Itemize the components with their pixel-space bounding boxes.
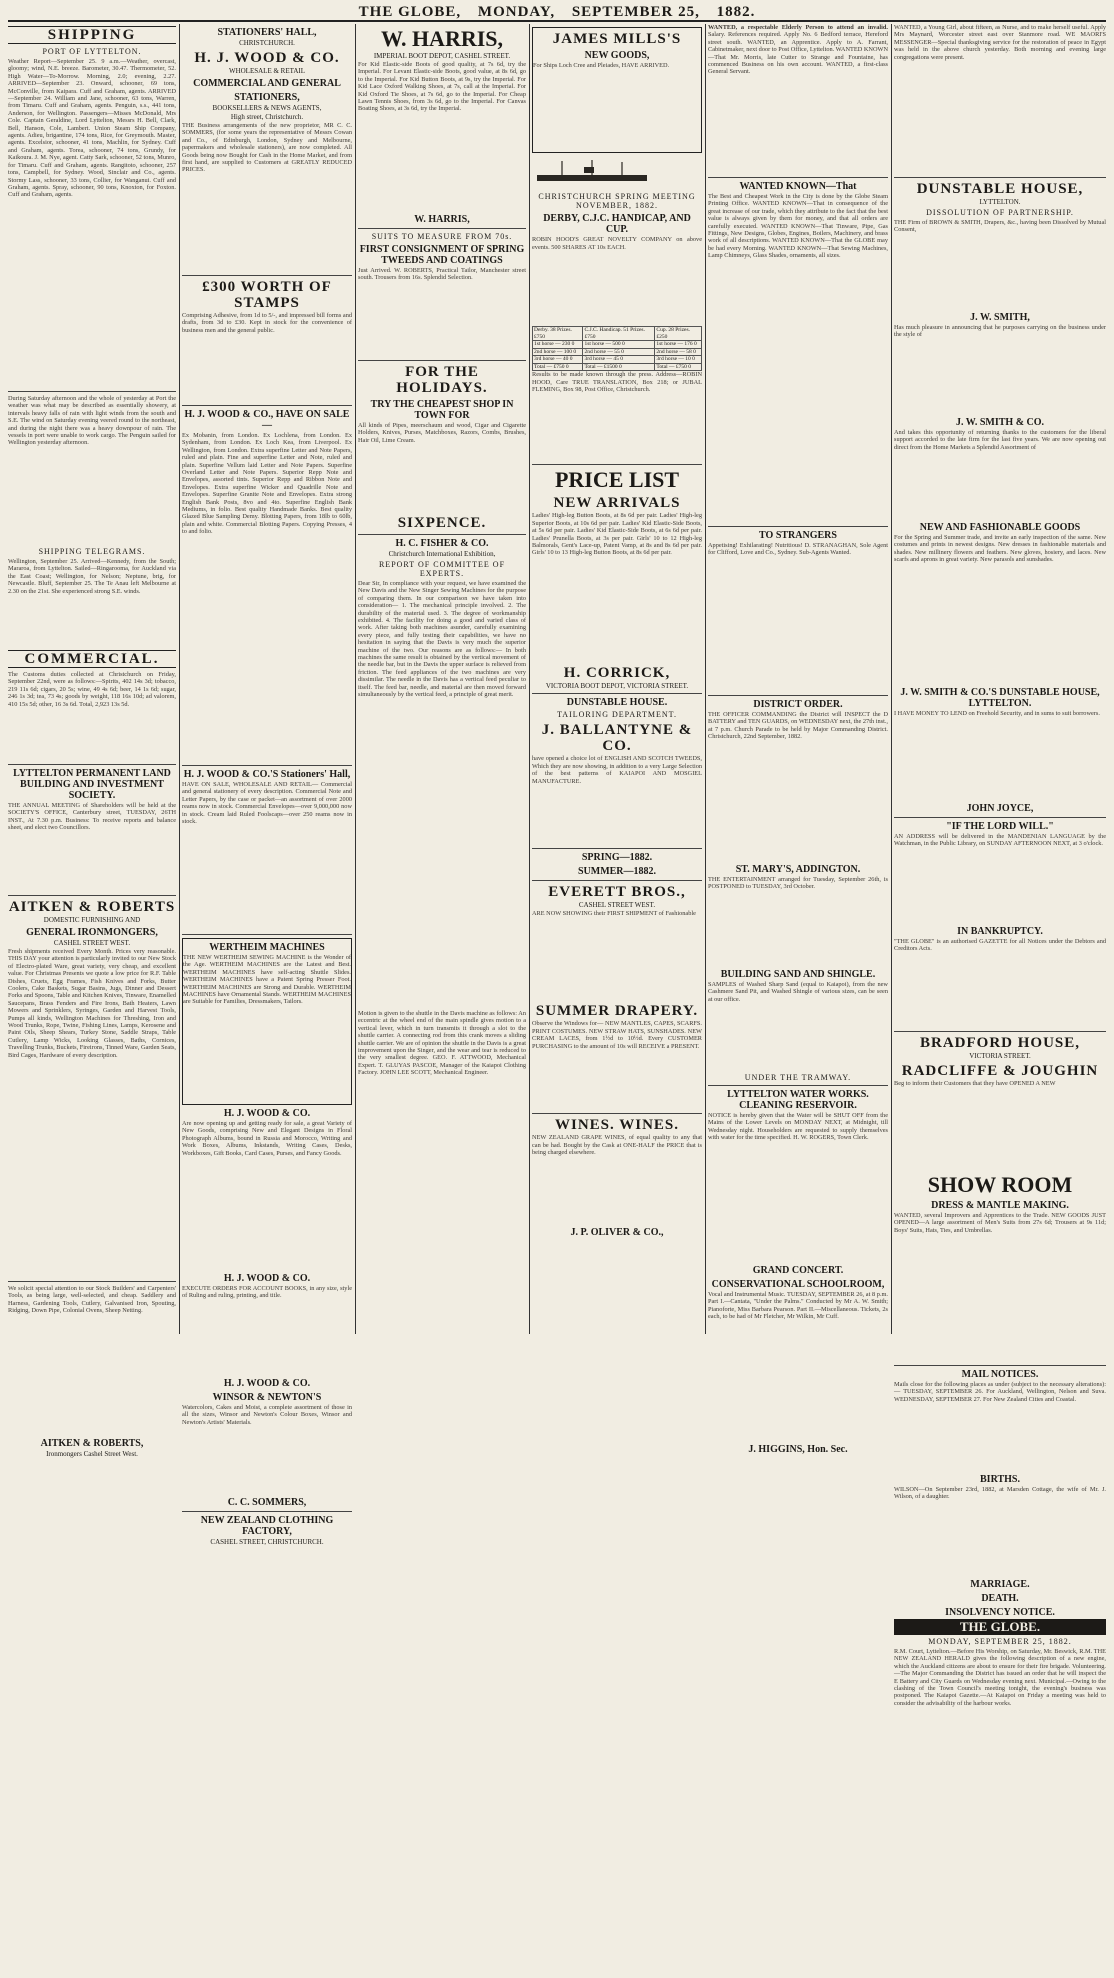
dress-mantle-text: WANTED, several Improvers and Apprentices to the Trade. NEW GOODS JUST OPENED—A large assortment of Men's Suits from 27s 6d; Trousers at 9s 11d; Boys' Suits, Hats, Ties, and Umbrellas.	[894, 1212, 1106, 1234]
high-street-address: High street, Christchurch.	[230, 113, 304, 121]
births-text: WILSON—On September 23rd, 1882, at Marsden Cottage, the wife of Mr. J. Wilson, of a daughter.	[894, 1486, 1106, 1501]
lyttelton-society-heading: LYTTELTON PERMANENT LAND BUILDING AND INVESTMENT SOCIETY.	[13, 768, 171, 801]
masthead	[8, 4, 1106, 22]
conservational-heading: CONSERVATIONAL SCHOOLROOM,	[711, 1279, 885, 1290]
strangers-heading: TO STRANGERS	[759, 530, 837, 541]
spring-tweeds-text: Just Arrived. W. ROBERTS, Practical Tailor, Manchester street south. Trousers from 16s. Splendid Selection.	[358, 267, 526, 282]
commercial-heading: COMMERCIAL.	[8, 650, 176, 668]
shipping-weather-text: During Saturday afternoon and the whole of yesterday at Port the weather was what may be described as essentially showery, at intervals heavy falls of rain with light winds from the south and S.E. The wind on Saturday evening veered round to the northeast, and during the night there was a heavy downpour of rain. The vessels in port were unable to work cargo. The Penguin sailed for Wellington yesterday afternoon.	[8, 395, 176, 447]
wanted-elderly-text: WANTED, a respectable Elderly Person to attend an invalid. Salary. References required. Apply No. 6 Bedford terrace, Hereford street south. WANTED, an Apprentice. Apply to A. Farrant, Cabinetmaker, next door to Post Office, Lyttelton. WANTED KNOWN—That Mr. Morris, late Cutter to Strange and Fountaine, has commenced Business on his own account. WANTED, a first-class General Servant.	[708, 24, 888, 76]
column-2	[182, 24, 352, 1546]
on-sale-heading: H. J. WOOD & CO., HAVE ON SALE—	[184, 409, 350, 431]
stamps-text: Comprising Adhesive, from 1d to 5/-, and impressed bill forms and drafts, from 3d to £30. Kept in stock for the convenience of business men and the general public.	[182, 312, 352, 334]
grand-concert-heading: GRAND CONCERT.	[752, 1265, 844, 1276]
smith-text: Has much pleasure in announcing that he purposes carrying on the business under the style of	[894, 324, 1106, 339]
ballantyne-heading: J. BALLANTYNE & CO.	[541, 722, 693, 755]
column-rule	[891, 24, 892, 1334]
insolvency-heading: INSOLVENCY NOTICE.	[945, 1607, 1055, 1618]
imperial-boot-address: IMPERIAL BOOT DEPOT, CASHEL STREET.	[373, 52, 511, 60]
globe-gazette-notice: "THE GLOBE" is an authorised GAZETTE for all Notices under the Debtors and Creditors Acts.	[894, 938, 1106, 953]
globe-date-subheading: MONDAY, SEPTEMBER 25, 1882.	[928, 1637, 1072, 1646]
mail-notices-text: Mails close for the following places as under (subject to the necessary alterations):— TUESDAY, SEPTEMBER 26. For Auckland, Wellington, Nelson and Suva. WEDNESDAY, SEPTEMBER 27. For New Zealand Cities and Coastal.	[894, 1381, 1106, 1403]
shipping-telegrams-text: Wellington, September 25. Arrived—Kennedy, from the South; Mararoa, from Lyttelton. Sailed—Ringarooma, for Auckland via the East Coast; Wellington, for Nelson; Neptune, brig, for Newcastle. Bluff, September 25. The Te Anau left Melbourne at 2.30 on the 21st. She experienced strong S.E. winds.	[8, 558, 176, 595]
stationers-hall-heading: STATIONERS' HALL,	[217, 27, 317, 38]
radcliffe-text: Beg to inform their Customers that they have OPENED A NEW	[894, 1080, 1056, 1087]
booksellers-subheading: BOOKSELLERS & NEWS AGENTS,	[212, 104, 322, 112]
aitken-footer-text: We solicit special attention to our Stock Builders' and Carpenters' Tools, as being large, well-selected, and cheap. Saddlery and Harness, Gardening Tools, Cutlery, Galvanised Iron, Spouting, Ridging, Down Pipe, Colonial Ovens, Sheep Netting.	[8, 1285, 176, 1315]
column-rule	[705, 24, 706, 1334]
marriage-heading: MARRIAGE.	[970, 1579, 1030, 1590]
holidays-heading: FOR THE HOLIDAYS.	[396, 364, 488, 396]
price-list-heading: PRICE LIST	[554, 467, 680, 493]
james-mills-text: For Ships Loch Cree and Pleiades, HAVE ARRIVED.	[533, 62, 670, 69]
joyce-text: I HAVE MONEY TO LEND on Freehold Security, and in sums to suit borrowers.	[894, 710, 1100, 717]
commercial-general-heading: COMMERCIAL AND GENERAL	[193, 78, 341, 89]
everett-heading: EVERETT BROS.,	[548, 884, 686, 901]
shipping-arrivals-text: Weather Report—September 25. 9 a.m.—Weather, overcast, gloomy; wind, N.E. breeze. Barometer, 30.47. Thermometer, 52. High Water—To-Morrow. Morning, 2.0; evening, 2.27. ARRIVED—September 23. Onward, schooner, 69 tons, McConville, from Kaipara. Cuff and Graham, agents. ARRIVED—September 24. William and Jane, schooner, 63 tons, Warren, from Timaru. Cuff and Graham, agents. Penguin, s.s., 441 tons, Anderson, for Wellington. Passengers—Misses McDonald, Mrs Cole. Captain Geraldine, Lord Lyttelton, Messrs H. Bell, Clark, Bell, Hanson, Cole, Lambert. Union Steam Ship Company, agents. Adieu, brigantine, 174 tons, Rice, for Greymouth. Master, agents. Excelsior, schooner, 41 tons, Machlin, for Sydney. Cuff and Graham, agents. Torea, schooner, 74 tons, Grundy, for Kaikoura. J. M. Nye, agent. Catty Sark, schooner, 52 tons, Munro, for Timaru. Cuff and Graham, agents. Rangitoto, schooner, 257 tons, Campbell, for Sydney. Wood, Sinclair and Co., agents. Stormy Lass, schooner, 33 tons, Collier, for Wanganui. Cuff and Graham, agents. Spray, schooner, 90 tons, Knoxton, for Foxton. Cuff and Graham, agents.	[8, 58, 176, 199]
district-order-text: THE OFFICER COMMANDING the District will INSPECT the D BATTERY and TEN GUARDS, on WEDNESDAY next, the 27th inst., at 7 p.m. Church Parade to be held by Major Commanding District. Christchurch, 22nd September, 1882.	[708, 711, 888, 741]
cleaning-reservoir-heading: LYTTELTON WATER WORKS. CLEANING RESERVOIR.	[727, 1089, 869, 1111]
editorial-text: R.M. Court, Lyttelton.—Before His Worship, on Saturday, Mr. Beswick, R.M. THE NEW ZEALAND HERALD gives the following description of a new engine, which the Auckland citizens are about to ensure for their fire brigade. Volunteering.—The Major Commanding the District has issued an order that he will inspect the E Battery and City Guards on Wednesday evening next. Municipal.—Owing to the clashing of the Town Council's meeting tonight, the evening's business was postponed. The Kaiapoi Gazette.—At Kaiapoi on Friday a meeting was held to consider the advisability of the harbour works.	[894, 1648, 1106, 1707]
aitken-footer-subtitle: Ironmongers Cashel Street West.	[46, 1450, 138, 1458]
hj-wood-5-heading: H. J. WOOD & CO.	[223, 1378, 311, 1389]
sommers-heading: C. C. SOMMERS,	[227, 1497, 307, 1508]
derby-text: Results to be made known through the press. Address—ROBIN HOOD, Care TRUE TRANSLATION, Box 218; or JUBAL FLEMING, Box 98, Post Office, Christchurch.	[532, 371, 702, 394]
stationers-hall-2-heading: H. J. WOOD & CO.'S Stationers' Hall,	[183, 769, 351, 780]
exhibition-subheading: Christchurch International Exhibition,	[388, 550, 496, 558]
st-marys-heading: ST. MARY'S, ADDINGTON.	[735, 864, 861, 875]
stationers-heading: STATIONERS,	[234, 92, 300, 103]
column-1	[8, 24, 176, 1458]
nz-clothing-heading: NEW ZEALAND CLOTHING FACTORY,	[200, 1515, 334, 1537]
births-heading: BIRTHS.	[980, 1474, 1020, 1485]
spring-tweeds-heading: FIRST CONSIGNMENT OF SPRING TWEEDS AND COATINGS	[359, 244, 525, 266]
masthead-day: MONDAY,	[477, 4, 556, 20]
mail-notices-heading: MAIL NOTICES.	[961, 1369, 1039, 1380]
hj-wood-3-text: Are now opening up and getting ready for sale, a great Variety of New Goods, comprising New and Elegant Designs in Floral Photograph Albums, bound in Russia and Morocco, Writing and Work Boxes, Albums, Inkstands, Writing Cases, Desks, Workboxes, Gift Books, Card Cases, Purses, and Fancy Goods.	[182, 1120, 352, 1157]
column-5	[708, 24, 888, 1455]
experts-report-heading: REPORT OF COMMITTEE OF EXPERTS.	[378, 560, 506, 578]
new-arrivals-heading: NEW ARRIVALS	[553, 495, 681, 512]
wholesale-retail: WHOLESALE & RETAIL	[228, 67, 306, 75]
column-4	[532, 24, 702, 1334]
winsor-newton-text: Watercolors, Cakes and Moist, a complete assortment of those in all the sizes, Winsor and Newton's Colour Boxes, Winsor and Newton's Artists' Materials.	[182, 1404, 352, 1426]
dunstable-house-heading: DUNSTABLE HOUSE,	[916, 181, 1084, 197]
winsor-newton-heading: WINSOR & NEWTON'S	[212, 1392, 322, 1403]
aitken-address: CASHEL STREET WEST.	[53, 939, 131, 947]
oliver-heading: J. P. OLIVER & CO.,	[570, 1227, 664, 1239]
wanted-elderly-heading: WANTED, a respectable Elderly Person to attend an invalid.	[708, 24, 888, 31]
under-tramway-heading: UNDER THE TRAMWAY.	[744, 1073, 852, 1082]
summer-drapery-text: Observe the Windows for— NEW MANTLES, CAPES, SCARFS. PRINT COSTUMES. NEW STRAW HATS, SUNSHADES. NEW CREAM LACES, from 1½d to 10½d. Every CUSTOMER PURCHASING to the amount of 10s will RECEIVE a PRESENT.	[532, 1020, 702, 1050]
hj-wood-3-heading: H. J. WOOD & CO.	[223, 1108, 311, 1119]
show-room-heading: SHOW ROOM	[927, 1172, 1073, 1197]
port-heading: PORT OF LYTTELTON.	[42, 47, 142, 56]
column-rule	[529, 24, 530, 1334]
column-6	[894, 24, 1106, 1707]
everett-text: ARE NOW SHOWING their FIRST SHIPMENT of Fashionable	[532, 910, 696, 918]
spring-1882: SPRING—1882.	[581, 852, 653, 864]
column-rule	[355, 24, 356, 1334]
wines-text: NEW ZEALAND GRAPE WINES, of equal quality to any that can be had. Bought by the Cask at ONE-HALF the PRICE that is being charged elsewhere.	[532, 1134, 702, 1157]
on-sale-list: Ex Mobanin, from London. Ex Lochlena, from London. Ex Sydenham, from London. Ex Loch Kea, from Liverpool. Ex Wellington, from London. Extra superfine Letter and Note Papers, ruled and plain. Fine and superfine Letter and Note, ruled and plain. Superfine Vellum laid Letter and Note Papers. Superfine Overland Letter and Note Papers. Superior Repp Note and Envelopes, assorted tints. Superior Repp and Ribbon Note and Envelopes. Extra superfine Wicker and Quadrille Note and Envelopes. Superfine Granite Note and Envelopes. Extra strong English Bank Posts, 8vo and 4to. Superfine English Bank Mediums, in folio. Best quality Handmade Banks. Best quality Glazed Blue Sampling Demy. Blotting Papers, from 18lb to 60lb, plain and white. Commercial Blotting Papers. Copying Presses, 4 to and folio.	[182, 432, 352, 536]
derby-prize-table: Derby. 38 Prizes. £750 C.J.C. Handicap. 51 Prizes. £750 Cup. 28 Prizes. £250 1st horse — 230 0 1st horse — 500 0 1st horse — 176 0 2nd horse — 100 0 2nd horse — 55 0 2nd horse — 58 0 3rd horse — 40 0 3rd horse — 45 0 3rd horse — 10 0 Total — £750 0 Total — £1500 0 Total — £750 0	[532, 326, 702, 371]
victoria-boot-subheading: VICTORIA BOOT DEPOT, VICTORIA STREET.	[545, 682, 689, 691]
smith-co-text: And takes this opportunity of returning thanks to the customers for the liberal support accorded to the late firm for the last five years. We are now opening out direct from the Home Markets a Splendid Assortment of	[894, 429, 1106, 451]
harris-2-heading: W. HARRIS,	[414, 214, 470, 225]
james-mills-advert	[532, 27, 702, 153]
joyce-heading: JOHN JOYCE,	[966, 803, 1034, 814]
hj-wood-heading: H. J. WOOD & CO.	[194, 50, 340, 66]
smith-co-heading: J. W. SMITH & CO.	[955, 417, 1045, 428]
fisher-heading: H. C. FISHER & CO.	[395, 538, 489, 549]
ballantyne-text: have opened a choice lot of ENGLISH AND SCOTCH TWEEDS, Which they are now showing, in addition to a very Large Selection of the best patterns of KAIAPOI AND MOSGIEL MANUFACTURE.	[532, 755, 702, 785]
experts-report-text: Dear Sir, In compliance with your request, we have examined the New Davis and the New Singer Sewing Machines for the purpose of comparing them. In our comparison we have taken into consideration— 1. The mechanical principle involved. 2. The durability of the material used. 3. The degree of workmanship exhibited. 4. The facility for doing a good and varied class of work. After taking both machines asunder, carefully examining every piece, and fully testing their capabilities, we have no hesitation in saying that the Davis is very much the superior machine of the two. Our reasons are as follows:— In both machines the same result is obtained by the vertical movement of the needle bar, but in the Davis the upper surface is relieved from friction. The feed appliances of the two machines are very dissimilar. The needle in the Davis has a vertical feed peculiar to itself. The feed bar, needle, and material are then moved forward simultaneously by the vertical feed, a principle of great merit.	[358, 580, 526, 699]
spring-meeting-heading: CHRISTCHURCH SPRING MEETING NOVEMBER, 1882.	[538, 192, 696, 211]
everett-address: CASHEL STREET WEST.	[578, 901, 656, 910]
lyttelton-society-text: THE ANNUAL MEETING of Shareholders will be held at the SOCIETY'S OFFICE, Canterbury street, TUESDAY, 26TH INST., At 7.30 p.m. Business: To receive reports and balance sheet, and elect two Councillors.	[8, 802, 176, 832]
grand-concert-text: Vocal and Instrumental Music. TUESDAY, SEPTEMBER 26, at 8 p.m. Part I.—Cantata, "Under the Palms." Conducted by Mr A. W. Smith; Pianoforte, Miss Barbara Pearson. Part II.—Miscellaneous. Tickets, 2s each, to be had of Mr Fletcher, Mr Wilkin, Mr Cuff.	[708, 1291, 888, 1321]
hj-wood-intro-text: THE Business arrangements of the new proprietor, MR C. C. SOMMERS, (for some years the representative of Messrs Cowan and Co., of Edinburgh, London, Sydney and Melbourne, papermakers and wholesale stationers), are now completed. All Goods being now Bought for Cash in the Home Market, and from first hand, are supplied to Customers at GREATLY REDUCED PRICES.	[182, 122, 352, 174]
dunstable-heading: DUNSTABLE HOUSE.	[566, 697, 668, 709]
new-fashionable-heading: NEW AND FASHIONABLE GOODS	[919, 522, 1081, 533]
death-heading: DEATH.	[981, 1593, 1019, 1604]
wanted-girl-text: WANTED, a Young Girl, about fifteen, as Nurse, and to make herself useful. Apply Mrs Maynard, Worcester street east over Stanmore road. WE MAORI'S MESSENGER—Special thanksgiving service for the restoration of peace in Egypt was held in the above church yesterday. Both morning and evening large congregations were present.	[894, 24, 1106, 61]
hj-wood-4-heading: H. J. WOOD & CO.	[223, 1273, 311, 1284]
tailoring-heading: TAILORING DEPARTMENT.	[557, 710, 677, 720]
wertheim-heading: WERTHEIM MACHINES	[209, 942, 325, 953]
wanted-known-heading: WANTED KNOWN—That	[739, 181, 857, 192]
stamps-heading: £300 WORTH OF STAMPS	[202, 279, 332, 311]
new-goods-heading: NEW GOODS,	[584, 50, 650, 61]
globe-title-banner: THE GLOBE.	[894, 1619, 1106, 1635]
suits-heading: SUITS TO MEASURE FROM 70s.	[371, 232, 513, 241]
price-list-items: Ladies' High-leg Button Boots, at 8s 6d per pair. Ladies' High-leg Superior Boots, at 10s 6d per pair. Ladies' Kid Elastic-Side Boots, at 5s 6d per pair. Ladies' Kid Elastic-Side Boots, at 6s 6d per pair. Ladies' Prunella Boots, at 3s per pair. Girls' 10 to 12 High-leg Balmorals, Gent's Lace-up, Patent Vamp, at 8s and 8s 6d per pair. Girls' 10 to 13 High-leg Button Boots, at 8s 6d per pair.	[532, 512, 702, 557]
building-sand-text: SAMPLES of Washed Sharp Sand (equal to Kaiapoi), from the new Cashmere Sand Pit, and Washed Shingle of various sizes, can be seen at our office.	[708, 981, 888, 1003]
cleaning-reservoir-text: NOTICE is hereby given that the Water will be SHUT OFF from the Mains of the Lower Levels on MONDAY NEXT, at Midnight, till Wednesday night. Householders are requested to supply themselves with water for the time specified. H. W. ROGERS, Town Clerk.	[708, 1112, 888, 1142]
aitken-footer-name: AITKEN & ROBERTS,	[40, 1438, 144, 1449]
lord-will-text: AN ADDRESS will be delivered in the MANDENIAN LANGUAGE by the Watchman, in the Public Library, on SUNDAY AFTERNOON NEXT, at 3 o'clock.	[894, 833, 1106, 848]
dissolution-text: THE Firm of BROWN & SMITH, Drapers, &c., having been Dissolved by Mutual Consent,	[894, 219, 1106, 234]
globe-gazette-text	[894, 938, 1106, 1028]
harris-price-list: For Kid Elastic-side Boots of good quality, at 7s 6d, try the Imperial. For Levant Elastic-side Boots, good value, at 8s 6d, go to the Imperial. For Kid Button Boots, at 9s, try the Imperial. For Kid Lace Oxford Walking Shoes, at 7s, call at the Imperial. For Kid Oxford Tie Shoes, at 7s 6d, go to the Imperial. For Cheap Lawn Tennis Shoes, from 3s 6d, go to the Imperial. For Canvas Boating Shoes, at 3s 6d, try the Imperial.	[358, 61, 526, 113]
wertheim-text: THE NEW WERTHEIM SEWING MACHINE is the Wonder of the Age. WERTHEIM MACHINES are the Latest and Best. WERTHEIM MACHINES have self-acting Shuttle Slides. WERTHEIM MACHINES have a Patent Spring Presser Foot. WERTHEIM MACHINES are Strong and Durable. WERTHEIM MACHINES have Ornamental Stands. WERTHEIM MACHINES are Suitable for Families, Dressmakers, Tailors.	[183, 954, 351, 1006]
smith-heading: J. W. SMITH,	[970, 312, 1030, 323]
cashel-st-address: CASHEL STREET, CHRISTCHURCH.	[210, 1538, 324, 1546]
radcliffe-heading: RADCLIFFE & JOUGHIN	[901, 1063, 1099, 1079]
summer-drapery-heading: SUMMER DRAPERY.	[535, 1003, 699, 1020]
dissolution-heading: DISSOLUTION OF PARTNERSHIP.	[926, 208, 1074, 217]
building-sand-heading: BUILDING SAND AND SHINGLE.	[720, 969, 876, 980]
ironmongers-heading: GENERAL IRONMONGERS,	[26, 927, 158, 938]
dress-mantle-heading: DRESS & MANTLE MAKING.	[931, 1200, 1069, 1211]
stationers-hall-2-text: HAVE ON SALE, WHOLESALE AND RETAIL— Commercial and general stationery of every description. Commercial Note and Letter Papers, by the case or packet—an assortment of over 2000 reams now in stock. Commercial Envelopes—over 9,000,000 now in stock. Cream laid Ruled Foolscaps—over 250 reams now in stock.	[182, 781, 352, 826]
shipping-telegrams-heading: SHIPPING TELEGRAMS.	[38, 547, 146, 556]
derby-intro: ROBIN HOOD'S GREAT NOVELTY COMPANY on above events. 500 SHARES AT 10s EACH.	[532, 236, 702, 251]
smith-dunstable-heading: J. W. SMITH & CO.'S DUNSTABLE HOUSE, LYTTELTON.	[900, 687, 1100, 709]
aitken-subheading: DOMESTIC FURNISHING AND	[43, 916, 141, 924]
ship-illustration-icon	[532, 159, 652, 185]
james-mills-heading: JAMES MILLS'S	[552, 31, 682, 47]
experts-report-text-2: Motion is given to the shuttle in the Davis machine as follows: An eccentric at the wheel end of the main spindle gives motion to a vertical lever, which in turn transmits it through a slot to the shuttle carrier. A connecting rod from this crank moves a sliding shuttle carrier. We are of opinion the shuttle in the Davis is a great improvement upon the Singer, and the wear and tear is reduced to the very smallest degree. GEO. F. ATTWOOD, Mechanical Expert. T. GLUYAS PASCOE, Manager of the Kaiapoi Clothing Factory. JOHN LEE SCOTT, Mechanical Engineer.	[358, 1010, 526, 1077]
st-marys-text: THE ENTERTAINMENT arranged for Tuesday, September 26th, is POSTPONED to TUESDAY, 3rd October.	[708, 876, 888, 891]
wines-heading: WINES. WINES.	[554, 1117, 679, 1134]
cheapest-shop-heading: TRY THE CHEAPEST SHOP IN TOWN FOR	[370, 399, 514, 421]
higgins-signature: J. HIGGINS, Hon. Sec.	[748, 1444, 848, 1455]
aitken-goods-list: Fresh shipments received Every Month. Prices very reasonable. THIS DAY your attention is particularly invited to our New Stock of Electro-plated Ware, great variety, very cheap, and excellent value. For Christmas Presents we quote a low price for R.F. Table Dishes, Cruets, Egg Frames, Fish Knives and Forks, Butter Coolers, Cake Baskets, Sugar Basins, Jugs, Dinner and Dessert Forks and Spoons, Table and Kitchen Knives, Tinware, Enamelled Saucepans, Brass Fenders and Fire Irons, Bath Heaters, Lawn Mowers and Sprinklers, Syringes, Garden and Harvest Tools, Pumps all kinds, Wellington Machines for Threshing, Iron and Wood Trunks, Rope, Twine, Fishing Lines, Lamps, Kerosene and Paint Oils, Sheep Shears, Turkey Stone, Saddle Straps, Table Cutlery, Lamp Wicks, Looking Glasses, Baths, Cornices, Travelling Trunks, Buckets, Fireirons, Tinned Ware, Garden Seats, Bird Cages, Hardware of every description.	[8, 948, 176, 1059]
sixpence-heading: SIXPENCE.	[397, 515, 487, 531]
masthead-year: 1882.	[716, 4, 756, 20]
commercial-text: The Customs duties collected at Christchurch on Friday, September 22nd, were as follows:—Spirits, 402 14s 3d; tobacco, 219 11s 6d; cigars, 20 5s; wine, 49 4s 6d; beer, 14 1s 6d; sugar, 246 1s 3d; tea, 73 4s; goods by weight, 118 16s 10d; ad valorem, 410 15s 5d; other, 16 3s 6d. Total, 2,923 13s 5d.	[8, 671, 176, 708]
shipping-heading: SHIPPING	[8, 26, 176, 44]
wanted-known-text: The Best and Cheapest Work in the City is done by the Globe Steam Printing Office. WANTED KNOWN—That in consequence of the great increase of our trade, which they attribute to the fact that the best value is always given by them for money, and that all orders are carefully executed. WANTED KNOWN—That Tinware, Pipe, Gas Fittings, New Designs, Globes, Engines, Boilers, Machinery, and brass work of all descriptions. WANTED KNOWN—That the GLOBE may be had every Morning. WANTED KNOWN—That Sewing Machines, Lamp Chimneys, Glass Shades, ornaments, all sizes.	[708, 193, 888, 260]
victoria-street-subheading: VICTORIA STREET.	[969, 1052, 1031, 1060]
masthead-date: SEPTEMBER 25,	[571, 4, 700, 20]
lyttelton-subheading: LYTTELTON.	[979, 198, 1021, 206]
holidays-text: All kinds of Pipes, meerschaum and wood, Cigar and Cigarette Holders, Knives, Purses, Matchboxes, Razors, Combs, Brushes, Hair Oil, Lime Cream.	[358, 422, 526, 444]
wertheim-advert	[182, 938, 352, 1105]
christchurch-subheading: CHRISTCHURCH.	[239, 39, 295, 47]
column-rule	[179, 24, 180, 1334]
new-fashionable-text: For the Spring and Summer trade, and invite an early inspection of the same. New costumes and prints in newest designs. New dresses in fashionable materials and shades. New millinery flowers and feathers. New gloves, hosiery, and laces. New scarfs and aprons in great variety. New parasols and sunshades.	[894, 534, 1106, 564]
hj-wood-4-text: EXECUTE ORDERS FOR ACCOUNT BOOKS, in any size, style of Ruling and ruling, printing, and title.	[182, 1285, 352, 1300]
bradford-house-heading: BRADFORD HOUSE,	[919, 1035, 1080, 1051]
lord-will-heading: "IF THE LORD WILL."	[946, 821, 1054, 832]
summer-1882: SUMMER—1882.	[577, 866, 657, 878]
corrick-heading: H. CORRICK,	[563, 665, 671, 682]
aitken-roberts-heading: AITKEN & ROBERTS	[8, 899, 176, 915]
strangers-text: Appetising! Exhilarating! Nutritious! D. STRANAGHAN, Sole Agent for Clifford, Love and Co., Sydney. Sub-Agents Wanted.	[708, 542, 888, 557]
masthead-title: THE GLOBE,	[358, 4, 462, 20]
column-3	[358, 24, 526, 1334]
derby-heading: DERBY, C.J.C. HANDICAP, AND CUP.	[543, 213, 691, 236]
bankruptcy-heading: IN BANKRUPTCY.	[957, 926, 1043, 937]
district-order-heading: DISTRICT ORDER.	[753, 699, 843, 710]
harris-heading: W. HARRIS,	[380, 26, 504, 51]
